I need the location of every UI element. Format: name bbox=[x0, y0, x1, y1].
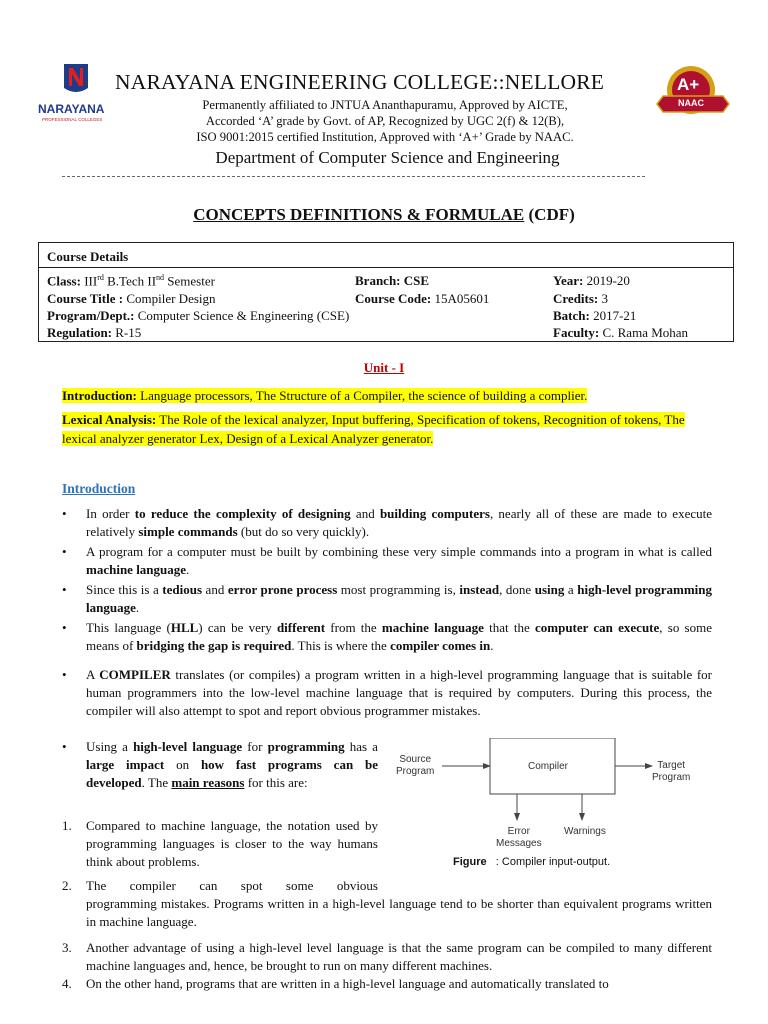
branch-label: Branch: bbox=[355, 273, 401, 288]
course-details-header: Course Details bbox=[39, 243, 733, 268]
badge-grade: A+ bbox=[677, 75, 700, 94]
compiler-bullet bbox=[62, 666, 712, 720]
intro-topic-label: Introduction: bbox=[62, 388, 137, 403]
bullet-5: • A COMPILER translates (or compiles) a program written in a high-level programming language that is suitable for human programmers into the low-level machine language that is required by computers. During this process, the compiler will also attempt to spot and report obvious programmer mistakes. bbox=[62, 666, 712, 720]
course-code-label: Course Code: bbox=[355, 291, 432, 306]
branch-value: CSE bbox=[403, 273, 430, 288]
error-label: Error Messages bbox=[496, 826, 542, 849]
class-value-b: B.Tech II bbox=[103, 273, 157, 289]
faculty-label: Faculty: bbox=[553, 325, 600, 340]
reason-2-start: 2. The compiler can spot some obvious bbox=[62, 878, 378, 893]
reason-2-cont: programming mistakes. Programs written in a high-level language tend to be shorter than equivalent programs written in machine language. bbox=[86, 896, 712, 929]
batch-label: Batch: bbox=[553, 308, 590, 323]
lexical-topic-text: The Role of the lexical analyzer, Input buffering, Specification of tokens, Recognition of tokens, The lexical analyzer generator Lex, Design of a Lexical Analyzer generator. bbox=[62, 412, 685, 446]
hll-bullet bbox=[62, 738, 378, 792]
reason-1: 1. Compared to machine language, the notation used by programming languages is closer to the way humans think about problems. bbox=[62, 818, 378, 869]
course-details-table bbox=[38, 242, 734, 342]
year-label: Year: bbox=[553, 273, 584, 288]
source-label: Source Program bbox=[396, 754, 435, 777]
faculty-value: C. Rama Mohan bbox=[602, 325, 689, 340]
naac-badge bbox=[655, 62, 733, 122]
program-cell bbox=[47, 308, 349, 324]
department-name: Department of Computer Science and Engineering bbox=[215, 148, 560, 167]
bullet-4: • This language (HLL) can be very different from the machine language that the computer can execute, so some means of bridging the gap is required. This is where the compiler comes in. bbox=[62, 619, 712, 655]
figure-caption-text: : Compiler input-output. bbox=[495, 856, 611, 868]
year-cell bbox=[553, 273, 630, 289]
branch-cell bbox=[355, 273, 429, 289]
logo-subtext: PROFESSIONAL COLLEGES bbox=[42, 117, 103, 122]
year-value: 2019-20 bbox=[586, 273, 630, 288]
class-value-a: III bbox=[84, 273, 98, 289]
regulation-value: R-15 bbox=[115, 325, 142, 340]
bullet-6: • Using a high-level language for programming has a large impact on how fast programs can be developed. The main reasons for this are: bbox=[62, 738, 378, 792]
compiler-diagram-svg bbox=[390, 738, 735, 858]
figure-caption bbox=[453, 856, 610, 868]
badge-naac: NAAC bbox=[678, 98, 704, 108]
course-title-cell bbox=[47, 291, 216, 307]
unit-heading: Unit - I bbox=[363, 360, 405, 375]
batch-cell bbox=[553, 308, 636, 324]
class-cell bbox=[47, 273, 215, 289]
intro-bullets bbox=[62, 505, 712, 655]
header-divider bbox=[62, 176, 645, 177]
course-title-value: Compiler Design bbox=[126, 291, 216, 306]
course-code-cell bbox=[355, 291, 489, 307]
affiliation-line-3: ISO 9001:2015 certified Institution, Approved with ‘A+’ Grade by NAAC. bbox=[196, 130, 574, 144]
class-label: Class: bbox=[47, 273, 81, 289]
target-label: Target Program bbox=[652, 760, 691, 783]
course-code-value: 15A05601 bbox=[434, 291, 490, 306]
compiler-label: Compiler bbox=[528, 761, 569, 772]
affiliation-line-1: Permanently affiliated to JNTUA Ananthapuramu, Approved by AICTE, bbox=[202, 98, 568, 112]
unit-introduction-topics bbox=[62, 386, 712, 405]
unit-lexical-topics bbox=[62, 410, 712, 448]
regulation-label: Regulation: bbox=[47, 325, 112, 340]
course-title-label: Course Title : bbox=[47, 291, 124, 306]
logo-text: NARAYANA bbox=[38, 102, 105, 116]
program-value: Computer Science & Engineering (CSE) bbox=[137, 308, 350, 323]
affiliation-line-2: Accorded ‘A’ grade by Govt. of AP, Recognized by UGC 2(f) & 12(B), bbox=[205, 114, 565, 128]
credits-label: Credits: bbox=[553, 291, 599, 306]
college-logo bbox=[36, 62, 116, 122]
warnings-label: Warnings bbox=[564, 826, 606, 837]
compiler-io-diagram bbox=[390, 738, 735, 868]
batch-value: 2017-21 bbox=[593, 308, 637, 323]
class-value-c: Semester bbox=[164, 273, 215, 289]
figure-label: Figure bbox=[453, 856, 487, 868]
bullet-3: • Since this is a tedious and error prone process most programming is, instead, done using a high-level programming language. bbox=[62, 581, 712, 617]
section-heading-introduction: Introduction bbox=[62, 481, 136, 496]
class-sup-a: rd bbox=[97, 273, 104, 282]
bullet-2: • A program for a computer must be built by combining these very simple commands into a program in what is called machine language. bbox=[62, 543, 712, 579]
reason-3: 3. Another advantage of using a high-level level language is that the same program can be compiled to many different machine languages and, hence, be brought to run on many different machines. bbox=[62, 940, 712, 973]
program-label: Program/Dept.: bbox=[47, 308, 135, 323]
bullet-1: • In order to reduce the complexity of designing and building computers, nearly all of these are made to execute relatively simple commands (but do so very quickly). bbox=[62, 505, 712, 541]
document-title bbox=[0, 205, 768, 225]
reason-4: 4. On the other hand, programs that are written in a high-level language and automatically translated to bbox=[62, 976, 609, 991]
college-name: NARAYANA ENGINEERING COLLEGE::NELLORE bbox=[115, 70, 605, 94]
faculty-cell bbox=[553, 325, 688, 341]
class-sup-b: nd bbox=[156, 273, 165, 282]
credits-value: 3 bbox=[601, 291, 609, 306]
intro-topic-text: Language processors, The Structure of a Compiler, the science of building a complier. bbox=[136, 388, 588, 403]
title-abbr: (CDF) bbox=[528, 205, 575, 224]
title-main: CONCEPTS DEFINITIONS & FORMULAE bbox=[193, 205, 525, 224]
regulation-cell bbox=[47, 325, 141, 341]
credits-cell bbox=[553, 291, 608, 307]
lexical-topic-label: Lexical Analysis: bbox=[62, 412, 157, 427]
